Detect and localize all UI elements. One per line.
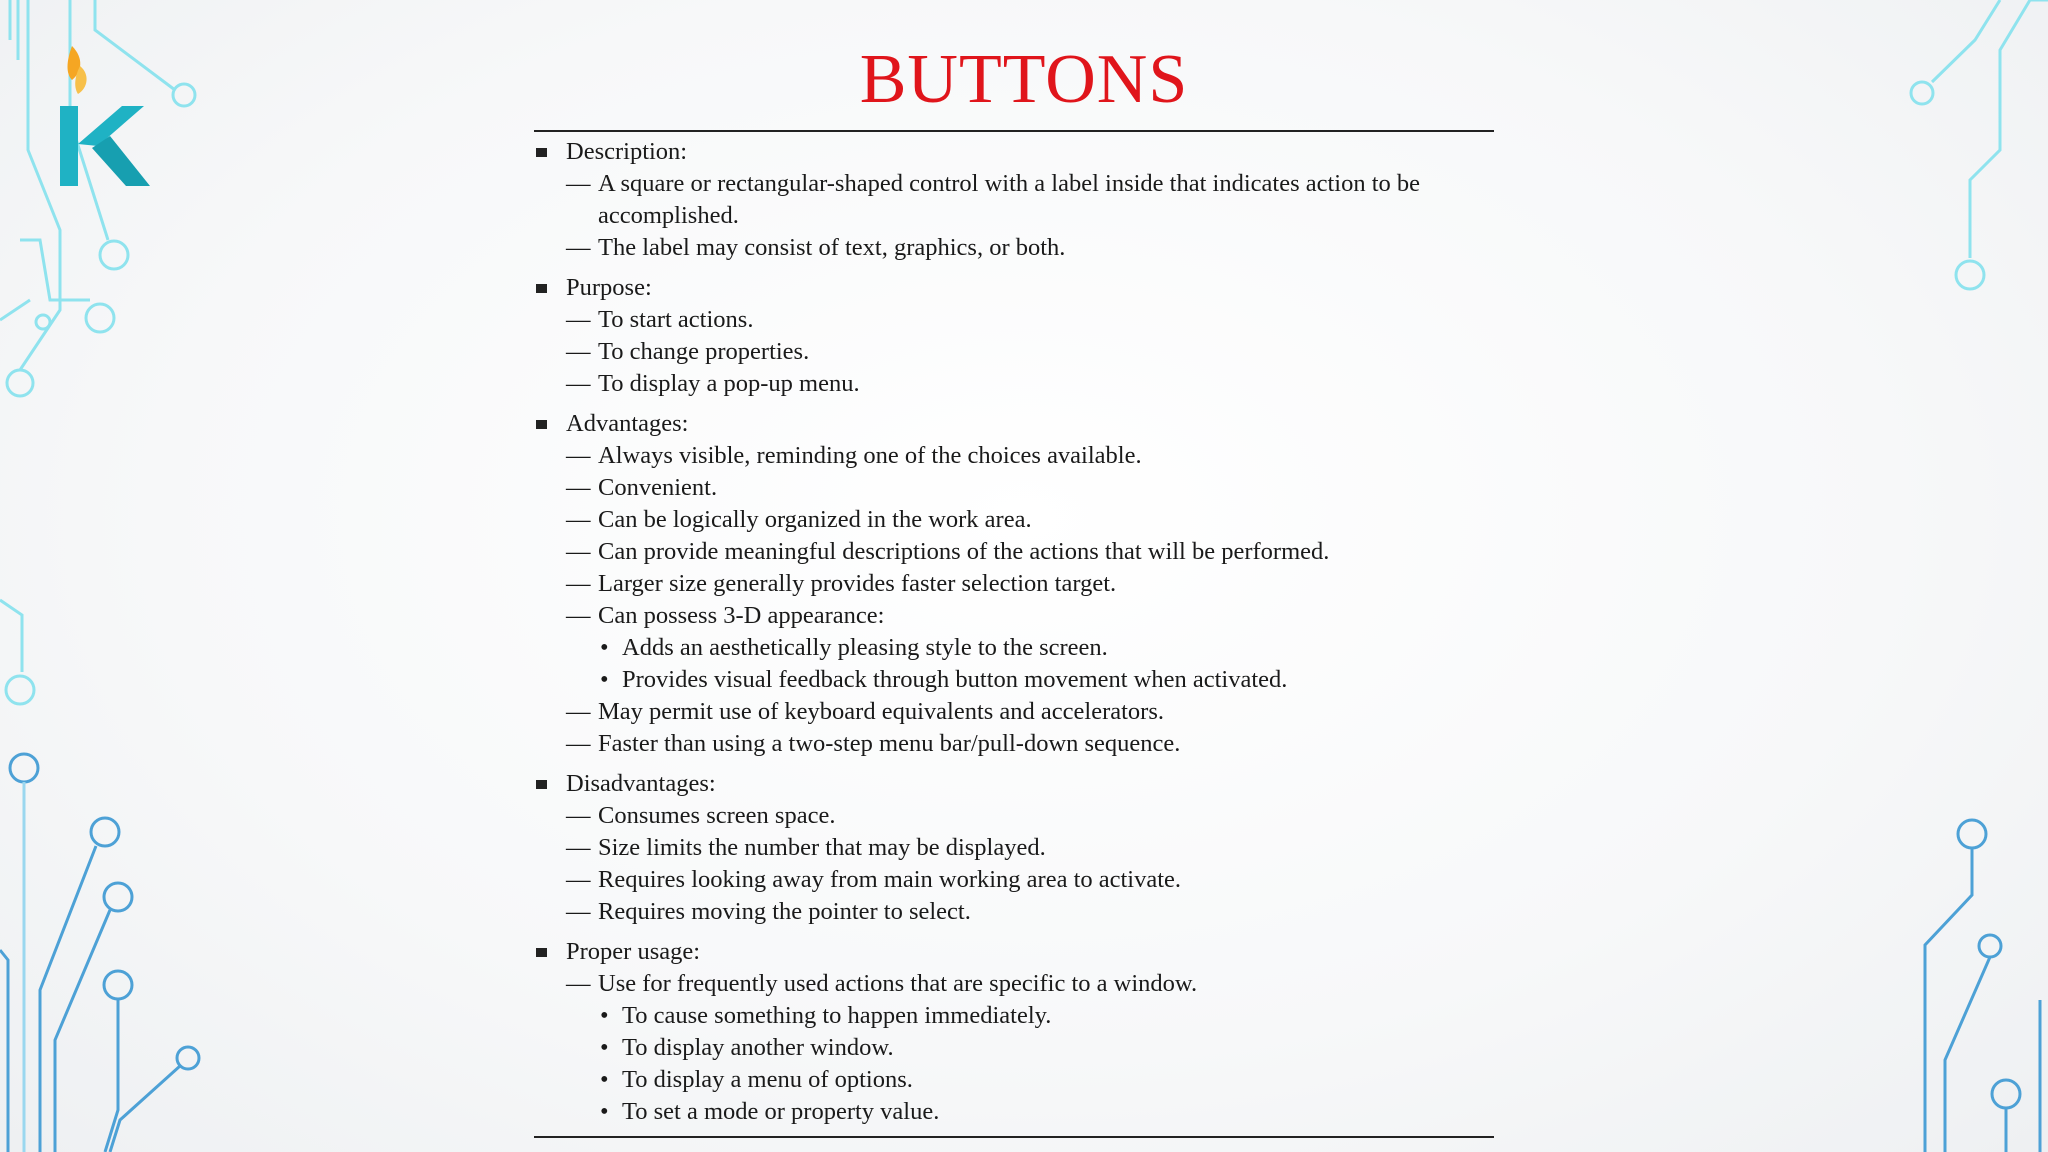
- list-item: — Faster than using a two-step menu bar/pull-down sequence.: [534, 728, 1494, 760]
- dash-bullet-icon: —: [566, 538, 591, 565]
- section-purpose: [534, 272, 1494, 400]
- slide-title: BUTTONS: [859, 41, 1189, 118]
- section-proper-usage: [534, 936, 1494, 1128]
- list-item: — Always visible, reminding one of the choices available.: [534, 440, 1494, 472]
- dash-bullet-icon: —: [566, 234, 591, 261]
- section-heading: Proper usage:: [534, 936, 1494, 968]
- list-item: — Use for frequently used actions that are specific to a window.: [534, 968, 1494, 1000]
- dash-bullet-icon: —: [566, 802, 591, 829]
- dash-bullet-icon: —: [566, 898, 591, 925]
- square-bullet-icon: [536, 948, 547, 957]
- square-bullet-icon: [536, 780, 547, 789]
- list-item: — To start actions.: [534, 304, 1494, 336]
- section-heading: Advantages:: [534, 408, 1494, 440]
- dash-bullet-icon: —: [566, 474, 591, 501]
- dot-bullet-icon: •: [600, 666, 609, 693]
- list-item: — Can be logically organized in the work area.: [534, 504, 1494, 536]
- list-item: — Size limits the number that may be displayed.: [534, 832, 1494, 864]
- sub-list-item: • Adds an aesthetically pleasing style to the screen.: [534, 632, 1494, 664]
- dash-bullet-icon: —: [566, 570, 591, 597]
- sub-list-item: • To set a mode or property value.: [534, 1096, 1494, 1128]
- dot-bullet-icon: •: [600, 1098, 609, 1125]
- square-bullet-icon: [536, 284, 547, 293]
- dash-bullet-icon: —: [566, 338, 591, 365]
- list-item: — The label may consist of text, graphics, or both.: [534, 232, 1494, 264]
- dash-bullet-icon: —: [566, 866, 591, 893]
- square-bullet-icon: [536, 148, 547, 157]
- section-description: [534, 136, 1494, 264]
- dash-bullet-icon: —: [566, 834, 591, 861]
- list-item: — Requires moving the pointer to select.: [534, 896, 1494, 928]
- section-advantages: [534, 408, 1494, 760]
- list-item: — Requires looking away from main working area to activate.: [534, 864, 1494, 896]
- dot-bullet-icon: •: [600, 1066, 609, 1093]
- section-heading: Purpose:: [534, 272, 1494, 304]
- dash-bullet-icon: —: [566, 170, 591, 197]
- list-item: — A square or rectangular-shaped control with a label inside that indicates action to be accomplished.: [566, 170, 1421, 229]
- dot-bullet-icon: •: [600, 634, 609, 661]
- list-item: — Larger size generally provides faster selection target.: [534, 568, 1494, 600]
- list-item: — To change properties.: [534, 336, 1494, 368]
- dash-bullet-icon: —: [566, 442, 591, 469]
- section-disadvantages: [534, 768, 1494, 928]
- list-item: — Consumes screen space.: [534, 800, 1494, 832]
- section-heading: Description:: [534, 136, 1494, 168]
- top-divider: [534, 130, 1494, 132]
- bottom-divider: [534, 1136, 1494, 1138]
- list-item: — To display a pop-up menu.: [534, 368, 1494, 400]
- dot-bullet-icon: •: [600, 1002, 609, 1029]
- sub-list-item: • To cause something to happen immediately.: [534, 1000, 1494, 1032]
- dash-bullet-icon: —: [566, 602, 591, 629]
- sub-list-item: • To display another window.: [534, 1032, 1494, 1064]
- sub-list-item: • To display a menu of options.: [534, 1064, 1494, 1096]
- dash-bullet-icon: —: [566, 698, 591, 725]
- list-item: — May permit use of keyboard equivalents and accelerators.: [534, 696, 1494, 728]
- list-item: — Can provide meaningful descriptions of the actions that will be performed.: [534, 536, 1494, 568]
- dash-bullet-icon: —: [566, 730, 591, 757]
- dash-bullet-icon: —: [566, 970, 591, 997]
- content-list: [534, 136, 1494, 1136]
- dash-bullet-icon: —: [566, 306, 591, 333]
- dot-bullet-icon: •: [600, 1034, 609, 1061]
- sub-list-item: • Provides visual feedback through button movement when activated.: [534, 664, 1494, 696]
- dash-bullet-icon: —: [566, 506, 591, 533]
- section-heading: Disadvantages:: [534, 768, 1494, 800]
- dash-bullet-icon: —: [566, 370, 591, 397]
- square-bullet-icon: [536, 420, 547, 429]
- list-item: — Convenient.: [534, 472, 1494, 504]
- list-item: — Can possess 3-D appearance:: [534, 600, 1494, 632]
